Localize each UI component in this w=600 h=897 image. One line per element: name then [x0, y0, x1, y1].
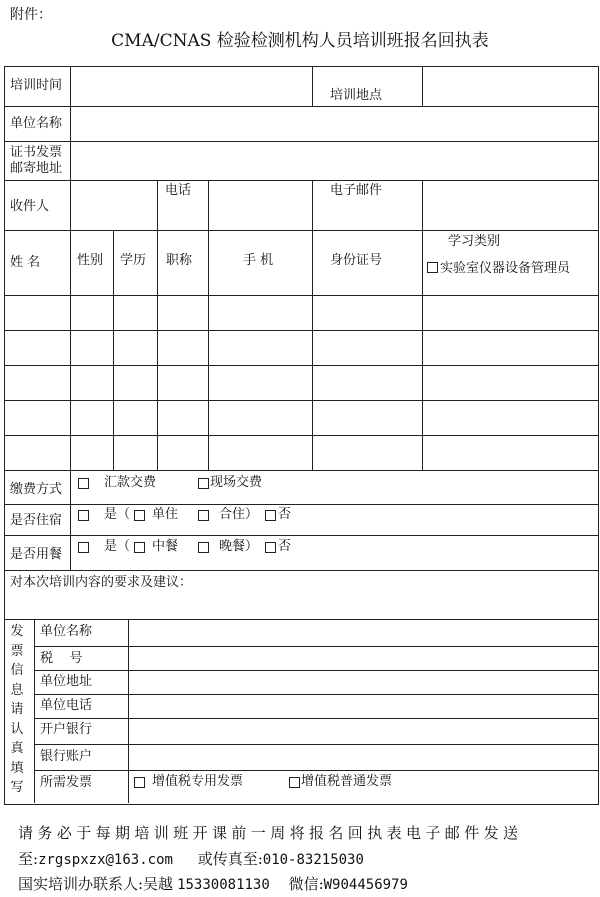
training-location-field[interactable] [423, 67, 596, 105]
footer-contact-label: 国实培训办联系人:吴越 [18, 875, 174, 893]
checkbox-meal-lunch[interactable] [134, 542, 145, 553]
footer-wechat: W904456979 [323, 877, 408, 893]
recipient-field[interactable] [71, 181, 156, 229]
meal-dinner: 晚餐） [219, 539, 259, 554]
footer-fax-label: 或传真至: [197, 850, 263, 868]
participant-row[interactable] [5, 401, 596, 434]
page-title: CMA/CNAS 检验检测机构人员培训班报名回执表 [111, 31, 489, 51]
invoice-label-type: 所需发票 [40, 775, 93, 790]
label-training-time: 培训时间 [10, 78, 63, 93]
invoice-label-phone: 单位电话 [40, 698, 93, 713]
row-divider [4, 504, 598, 505]
checkbox-lodging-single[interactable] [134, 510, 145, 521]
checkbox[interactable] [427, 262, 438, 273]
label-meal: 是否用餐 [10, 547, 63, 562]
footer-instruction: 请务必于每期培训班开课前一周将报名回执表电子邮件发送 [18, 824, 523, 842]
col-divider [70, 470, 71, 570]
invoice-label-address: 单位地址 [40, 674, 93, 689]
meal-yes: 是（ [104, 539, 131, 554]
col-header-name: 姓 名 [10, 255, 41, 270]
invoice-type-special: 增值税专用发票 [152, 774, 244, 789]
invoice-label-unit-name: 单位名称 [40, 624, 93, 639]
phone-field[interactable] [209, 181, 311, 229]
col-header-gender: 性别 [77, 253, 104, 268]
training-time-field[interactable] [71, 67, 311, 105]
label-lodging: 是否住宿 [10, 513, 63, 528]
invoice-vertical-label: 发票信息请认真填写 [10, 624, 24, 795]
label-cert-address-2: 邮寄地址 [10, 161, 63, 176]
lodging-no: 否 [278, 507, 292, 522]
invoice-divider [34, 770, 598, 771]
label-phone: 电话 [165, 183, 192, 198]
label-cert-address-1: 证书发票 [10, 145, 63, 160]
col-divider [312, 180, 313, 230]
row-divider [4, 470, 598, 471]
suggestions-field[interactable] [5, 594, 596, 618]
checkbox-invoice-special[interactable] [134, 777, 145, 788]
footer-fax: 010-83215030 [262, 852, 364, 868]
invoice-label-tax-no: 税 号 [40, 651, 83, 666]
invoice-unit-name-field[interactable] [129, 620, 596, 645]
checkbox-invoice-normal[interactable] [289, 777, 300, 788]
invoice-bank-field[interactable] [129, 719, 596, 743]
footer-person-line [18, 877, 408, 892]
email-field[interactable] [423, 181, 596, 229]
checkbox-lodging-yes[interactable] [78, 510, 89, 521]
lodging-single: 单住 [152, 507, 179, 522]
footer-contact-phone: 15330081130 [177, 877, 270, 893]
label-payment: 缴费方式 [10, 482, 63, 497]
row-divider [4, 230, 598, 231]
lodging-yes: 是（ [104, 507, 131, 522]
col-header-id: 身份证号 [330, 253, 383, 268]
checkbox-lodging-shared[interactable] [198, 510, 209, 521]
meal-no: 否 [278, 539, 292, 554]
label-email: 电子邮件 [330, 183, 383, 198]
checkbox-meal-dinner[interactable] [198, 542, 209, 553]
footer-email[interactable]: zrgspxzx@163.com [38, 852, 173, 868]
payment-option-remit: 汇款交费 [104, 475, 157, 490]
participant-row[interactable] [5, 436, 596, 469]
label-unit-name: 单位名称 [10, 116, 63, 131]
checkbox-meal-no[interactable] [265, 542, 276, 553]
payment-option-onsite: 现场交费 [210, 475, 263, 490]
footer-to-prefix: 至: [18, 850, 39, 868]
participant-row[interactable] [5, 331, 596, 364]
lodging-shared: 合住） [219, 507, 259, 522]
invoice-label-bank: 开户银行 [40, 722, 93, 737]
row-divider [4, 570, 598, 571]
participant-row[interactable] [5, 296, 596, 329]
footer-wechat-label: 微信: [288, 875, 324, 893]
checkbox-meal-yes[interactable] [78, 542, 89, 553]
invoice-account-field[interactable] [129, 745, 596, 769]
col-header-education: 学历 [120, 253, 147, 268]
col-divider [34, 619, 35, 803]
participant-row[interactable] [5, 366, 596, 399]
attachment-label: 附件： [10, 7, 52, 23]
invoice-address-field[interactable] [129, 671, 596, 693]
col-header-mobile: 手 机 [243, 253, 274, 268]
col-divider [312, 66, 313, 106]
invoice-type-normal: 增值税普通发票 [301, 774, 393, 789]
checkbox-payment-remit[interactable] [78, 478, 89, 489]
study-option-label: 实验室仪器设备管理员 [440, 261, 571, 276]
unit-name-field[interactable] [71, 107, 596, 140]
label-suggestions: 对本次培训内容的要求及建议： [10, 575, 193, 590]
row-divider [4, 535, 598, 536]
col-header-study-type: 学习类别 [448, 234, 501, 249]
checkbox-lodging-no[interactable] [265, 510, 276, 521]
footer-contact-line [18, 852, 364, 867]
invoice-phone-field[interactable] [129, 695, 596, 717]
col-divider [157, 180, 158, 230]
meal-lunch: 中餐 [152, 539, 179, 554]
label-training-location: 培训地点 [330, 88, 383, 103]
cert-address-field[interactable] [71, 142, 596, 179]
label-recipient: 收件人 [10, 199, 50, 214]
invoice-label-account: 银行账户 [40, 749, 93, 764]
checkbox-payment-onsite[interactable] [198, 478, 209, 489]
col-header-title: 职称 [166, 253, 193, 268]
invoice-tax-no-field[interactable] [129, 647, 596, 669]
study-type-option[interactable] [427, 262, 570, 275]
